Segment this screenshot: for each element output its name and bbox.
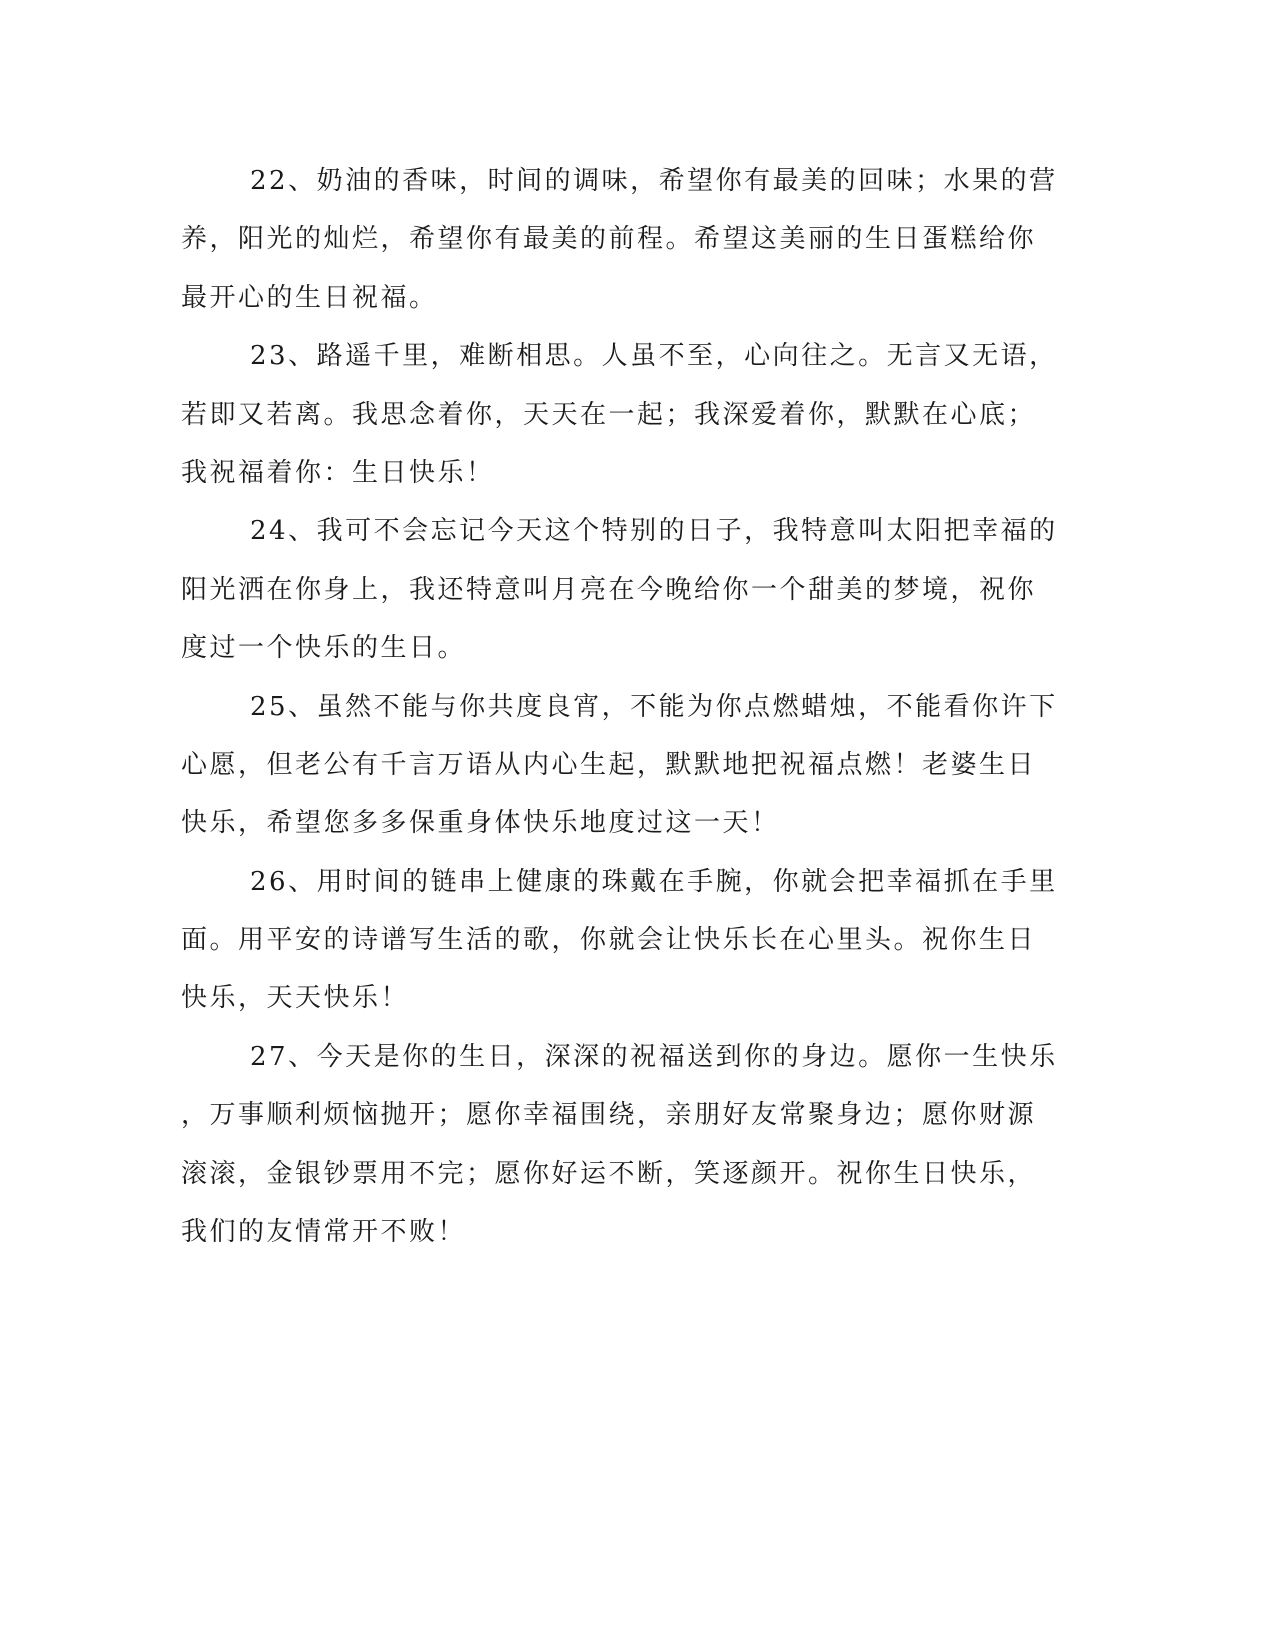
paragraph-line: 养，阳光的灿烂，希望你有最美的前程。希望这美丽的生日蛋糕给你 xyxy=(181,224,1037,255)
paragraph-23 xyxy=(181,327,1058,502)
paragraph-line: 27、今天是你的生日，深深的祝福送到你的身边。愿你一生快乐 xyxy=(250,1041,1058,1072)
paragraph-line: 滚滚，金银钞票用不完；愿你好运不断，笑逐颜开。祝你生日快乐， xyxy=(181,1158,1037,1189)
paragraph-line: 面。用平安的诗谱写生活的歌，你就会让快乐长在心里头。祝你生日 xyxy=(181,925,1037,956)
paragraph-line: 我祝福着你：生日快乐！ xyxy=(181,457,495,488)
paragraph-line: 26、用时间的链串上健康的珠戴在手腕，你就会把幸福抓在手里 xyxy=(250,866,1058,897)
paragraph-line: 23、路遥千里，难断相思。人虽不至，心向往之。无言又无语， xyxy=(250,341,1058,372)
paragraph-line: 25、虽然不能与你共度良宵，不能为你点燃蜡烛，不能看你许下 xyxy=(250,691,1058,722)
document-body xyxy=(181,152,1058,1261)
paragraph-25 xyxy=(181,678,1058,853)
paragraph-line: 阳光洒在你身上，我还特意叫月亮在今晚给你一个甜美的梦境，祝你 xyxy=(181,574,1037,605)
paragraph-line: 22、奶油的香味，时间的调味，希望你有最美的回味；水果的营 xyxy=(250,166,1058,196)
paragraph-22 xyxy=(181,152,1058,327)
paragraph-24 xyxy=(181,502,1058,677)
paragraph-line: ，万事顺利烦恼抛开；愿你幸福围绕，亲朋好友常聚身边；愿你财源 xyxy=(181,1100,1037,1131)
paragraph-line: 我们的友情常开不败！ xyxy=(181,1217,467,1248)
paragraph-line: 快乐，希望您多多保重身体快乐地度过这一天！ xyxy=(181,808,780,839)
paragraph-line: 24、我可不会忘记今天这个特别的日子，我特意叫太阳把幸福的 xyxy=(250,516,1058,547)
paragraph-line: 度过一个快乐的生日。 xyxy=(181,633,467,664)
paragraph-line: 若即又若离。我思念着你，天天在一起；我深爱着你，默默在心底； xyxy=(181,399,1037,430)
paragraph-line: 快乐，天天快乐！ xyxy=(181,983,410,1014)
paragraph-line: 最开心的生日祝福。 xyxy=(181,282,438,313)
paragraph-26 xyxy=(181,853,1058,1028)
paragraph-line: 心愿，但老公有千言万语从内心生起，默默地把祝福点燃！老婆生日 xyxy=(181,749,1037,780)
paragraph-27 xyxy=(181,1028,1058,1262)
